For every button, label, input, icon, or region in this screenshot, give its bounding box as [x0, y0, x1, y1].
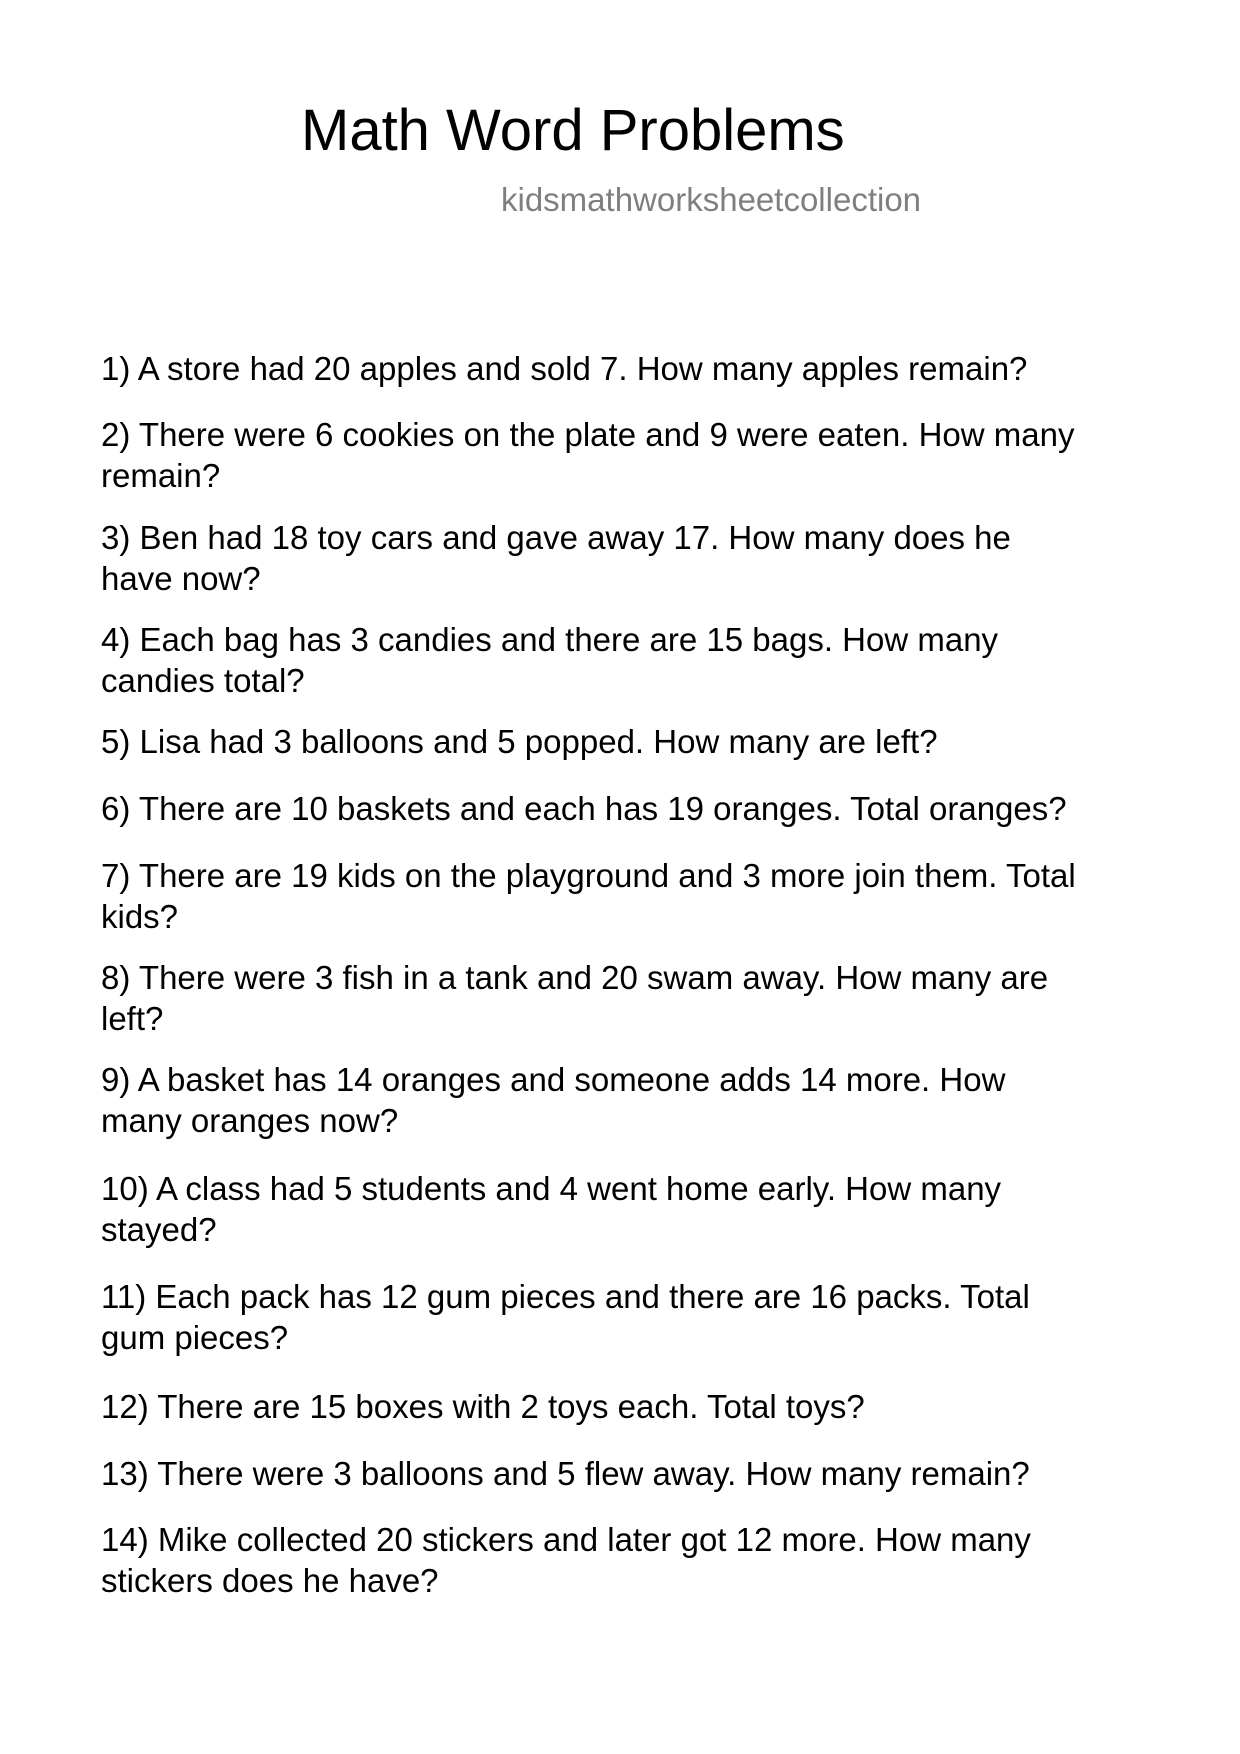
problem-line: 2) There were 6 cookies on the plate and 9 were eaten. How many: [101, 416, 1075, 453]
problem-line: 8) There were 3 fish in a tank and 20 swam away. How many are: [101, 959, 1049, 996]
problem-line: 5) Lisa had 3 balloons and 5 popped. How many are left?: [101, 723, 938, 760]
page-title: Math Word Problems: [301, 98, 845, 163]
problem-line: 1) A store had 20 apples and sold 7. How many apples remain?: [101, 350, 1028, 387]
problem-8: [101, 957, 1161, 1039]
problem-line: 4) Each bag has 3 candies and there are 15 bags. How many: [101, 621, 999, 658]
problem-5: [101, 721, 1161, 762]
problem-line: 11) Each pack has 12 gum pieces and there are 16 packs. Total: [101, 1278, 1030, 1315]
problem-2: [101, 414, 1161, 496]
problem-line: have now?: [101, 560, 261, 597]
problem-line: 9) A basket has 14 oranges and someone adds 14 more. How: [101, 1061, 1006, 1098]
problem-4: [101, 619, 1161, 701]
problem-6: [101, 788, 1161, 829]
problem-line: 10) A class had 5 students and 4 went home early. How many: [101, 1170, 1002, 1207]
problem-7: [101, 855, 1161, 937]
page-subtitle: kidsmathworksheetcollection: [501, 181, 922, 218]
problem-10: [101, 1168, 1161, 1250]
problem-line: remain?: [101, 457, 221, 494]
problem-12: [101, 1386, 1161, 1427]
problem-line: 3) Ben had 18 toy cars and gave away 17. How many does he: [101, 519, 1011, 556]
problem-line: stayed?: [101, 1211, 217, 1248]
problem-line: 14) Mike collected 20 stickers and later got 12 more. How many: [101, 1521, 1031, 1558]
problem-line: 13) There were 3 balloons and 5 flew away. How many remain?: [101, 1455, 1030, 1492]
problem-line: candies total?: [101, 662, 305, 699]
problem-line: many oranges now?: [101, 1102, 399, 1139]
problem-line: stickers does he have?: [101, 1562, 439, 1599]
problem-line: 12) There are 15 boxes with 2 toys each. Total toys?: [101, 1388, 865, 1425]
problem-line: 7) There are 19 kids on the playground and 3 more join them. Total: [101, 857, 1076, 894]
problem-14: [101, 1519, 1161, 1601]
problem-1: [101, 348, 1161, 389]
problem-line: left?: [101, 1000, 164, 1037]
problem-line: gum pieces?: [101, 1319, 289, 1356]
problem-13: [101, 1453, 1161, 1494]
problem-3: [101, 517, 1161, 599]
problem-line: 6) There are 10 baskets and each has 19 oranges. Total oranges?: [101, 790, 1067, 827]
problem-11: [101, 1276, 1161, 1358]
problem-line: kids?: [101, 898, 179, 935]
problem-9: [101, 1059, 1161, 1141]
